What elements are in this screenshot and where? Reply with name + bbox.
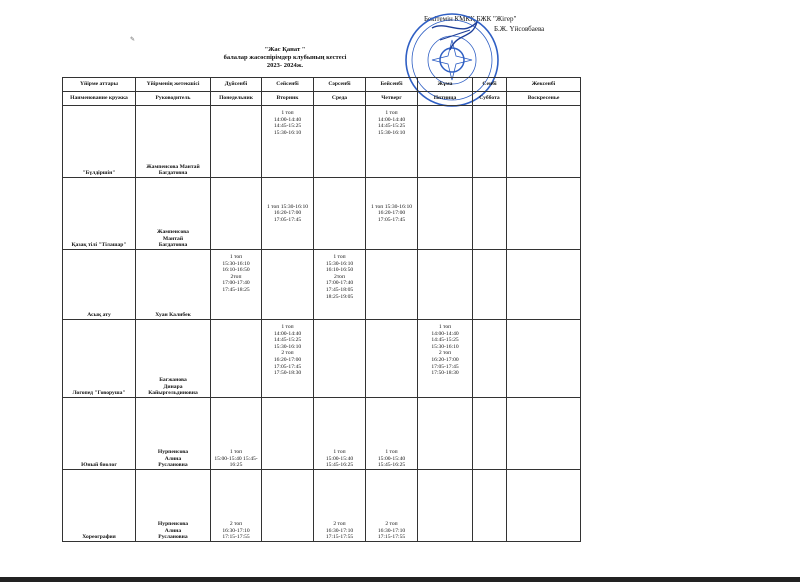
col-header: Суббота	[473, 92, 507, 106]
header-row-kz	[63, 78, 581, 92]
time-slot: 15:00-15:40 15:45-16:25	[214, 455, 258, 469]
schedule-cell	[418, 178, 473, 250]
time-slot: 1 топ	[385, 449, 398, 456]
time-slot: 16:20-17:00	[273, 210, 302, 217]
leader-line: Динара	[163, 383, 183, 390]
col-header: Вторник	[262, 92, 314, 106]
schedule-cell	[314, 250, 366, 320]
time-slot: 17:15-17:55	[325, 534, 354, 541]
time-slot: 2 топ	[385, 521, 398, 528]
col-header: Үйірме аттары	[63, 78, 136, 92]
time-slot: 16:20-17:00	[273, 356, 302, 363]
schedule-cell	[366, 470, 418, 542]
col-header: Среда	[314, 92, 366, 106]
col-header: Сенбі	[473, 78, 507, 92]
time-slot: 1 топ	[333, 449, 346, 456]
leader-line: Руслановна	[158, 462, 188, 469]
time-slot: 1 топ	[229, 254, 243, 260]
col-header: Жексенбі	[507, 78, 581, 92]
time-slot: 15:30-16:10	[273, 343, 302, 350]
schedule-cell	[211, 470, 262, 542]
time-slot: 18:25-19:05	[325, 293, 354, 300]
time-slot: 1 топ 15:30-16:10	[370, 203, 413, 210]
time-slot: 15:45-16:25	[325, 462, 354, 469]
time-slot: 16:10-16:50	[222, 267, 250, 274]
table-row	[63, 470, 581, 542]
approval-line-2: Б.Ж. Үйсовбаева	[494, 25, 545, 33]
time-slot: 17:05-17:45	[377, 216, 406, 223]
col-header: Жұма	[418, 78, 473, 92]
col-header: Наименование кружка	[63, 92, 136, 106]
schedule-cell	[473, 470, 507, 542]
schedule-cell	[262, 320, 314, 398]
schedule-cell	[507, 398, 581, 470]
club-name: "Бүлдіршін"	[63, 106, 136, 178]
time-slot: 2топ	[334, 273, 345, 280]
time-slot: 14:45-15:25	[377, 123, 406, 130]
leader-line: Нурпеисова	[157, 449, 189, 456]
schedule-cell	[211, 398, 262, 470]
club-name: Юный биолог	[63, 398, 136, 470]
schedule-cell	[507, 470, 581, 542]
time-slot: 17:05-17:45	[431, 363, 459, 370]
time-slot: 15:00-15:40	[325, 455, 354, 462]
time-slot: 17:15-17:55	[377, 534, 406, 541]
leader-line: Багдатовна	[158, 170, 188, 177]
time-slot: 17:00-17:40	[325, 280, 354, 287]
schedule-cell	[473, 398, 507, 470]
table-row	[63, 398, 581, 470]
schedule-cell	[262, 398, 314, 470]
time-slot: 17:45-18:05	[325, 286, 354, 293]
time-slot: 17:50-18:30	[431, 370, 459, 377]
title-line-3: 2023- 2024ж.	[266, 62, 304, 69]
table-row	[63, 320, 581, 398]
club-leader	[136, 106, 211, 178]
leader-line: Багдатовна	[158, 242, 188, 249]
time-slot: 14:00-14:40	[377, 116, 406, 123]
col-header: Воскресенье	[507, 92, 581, 106]
schedule-cell	[473, 250, 507, 320]
schedule-cell	[418, 106, 473, 178]
time-slot: 15:30-16:10	[325, 260, 354, 267]
time-slot: 2 топ	[229, 521, 243, 528]
club-leader	[136, 320, 211, 398]
time-slot: 1 топ	[281, 110, 294, 116]
schedule-cell	[211, 320, 262, 398]
schedule-cell	[262, 106, 314, 178]
time-slot: 1 топ	[385, 110, 398, 116]
time-slot: 15:00-15:40	[377, 455, 406, 462]
time-slot: 16:20-17:00	[431, 356, 459, 363]
table-row	[63, 250, 581, 320]
schedule-cell	[418, 398, 473, 470]
time-slot: 16:10-16:50	[325, 267, 354, 274]
col-header: Сейсенбі	[262, 78, 314, 92]
schedule-cell	[507, 178, 581, 250]
col-header: Үйірменің жетекшісі	[136, 78, 211, 92]
col-header: Сәрсенбі	[314, 78, 366, 92]
time-slot: 16:20-17:00	[377, 210, 406, 217]
time-slot: 14:00-14:40	[431, 330, 459, 337]
schedule-cell	[418, 250, 473, 320]
schedule-cell	[366, 398, 418, 470]
club-leader	[136, 470, 211, 542]
leader-line: Жампеисова Мантай	[146, 163, 200, 170]
time-slot: 17:05-17:45	[273, 216, 302, 223]
leader-line: Мантай	[162, 235, 184, 242]
leader-line: Жампеисова	[157, 229, 189, 236]
schedule-body	[63, 106, 581, 542]
table-row	[63, 178, 581, 250]
table-row	[63, 106, 581, 178]
club-name: Қазақ тілі "Тілашар"	[63, 178, 136, 250]
col-header: Пятница	[418, 92, 473, 106]
time-slot: 15:30-16:10	[377, 129, 406, 136]
club-leader	[136, 250, 211, 320]
schedule-cell	[473, 320, 507, 398]
time-slot: 1 топ	[229, 449, 243, 456]
schedule-cell	[507, 250, 581, 320]
col-header: Дүйсенбі	[211, 78, 262, 92]
schedule-cell	[314, 178, 366, 250]
schedule-cell	[366, 178, 418, 250]
time-slot: 2 топ	[333, 521, 346, 528]
title-line-2: балалар жасөспірімдер клубының кестесі	[223, 54, 347, 61]
time-slot: 14:45-15:25	[431, 337, 459, 344]
col-header: Бейсенбі	[366, 78, 418, 92]
schedule-cell	[262, 250, 314, 320]
schedule-cell	[314, 320, 366, 398]
schedule-cell	[366, 106, 418, 178]
schedule-cell	[211, 250, 262, 320]
schedule-cell	[473, 106, 507, 178]
time-slot: 16:30-17:10	[222, 527, 250, 534]
schedule-cell	[211, 106, 262, 178]
time-slot: 1 топ	[333, 254, 346, 260]
time-slot: 15:45-16:25	[377, 462, 406, 469]
leader-line: Кайыргельдиновна	[148, 390, 198, 397]
club-name: Логопед "Говоруша"	[63, 320, 136, 398]
schedule-cell	[473, 178, 507, 250]
schedule-cell	[418, 320, 473, 398]
leader-line: Хуан Калибек	[155, 312, 191, 319]
club-leader	[136, 398, 211, 470]
schedule-cell	[314, 106, 366, 178]
time-slot: 17:05-17:45	[273, 363, 302, 370]
schedule-table	[62, 77, 581, 542]
time-slot: 17:50-18:30	[273, 370, 302, 377]
time-slot: 14:45-15:25	[273, 337, 302, 344]
schedule-cell	[366, 320, 418, 398]
schedule-cell	[211, 178, 262, 250]
time-slot: 1 топ	[281, 324, 294, 330]
club-leader	[136, 178, 211, 250]
time-slot: 17:00-17:40	[222, 280, 250, 287]
document-title	[0, 46, 570, 70]
schedule-cell	[418, 470, 473, 542]
stray-mark: ✎	[130, 37, 136, 43]
time-slot: 1 топ	[438, 324, 452, 330]
schedule-cell	[507, 106, 581, 178]
time-slot: 1 топ 15:30-16:10	[266, 203, 309, 210]
schedule-cell	[314, 398, 366, 470]
leader-line: Алина	[164, 527, 182, 534]
leader-line: Нурпеисова	[157, 521, 189, 528]
col-header: Четверг	[366, 92, 418, 106]
leader-line: Руслановна	[158, 534, 188, 541]
time-slot: 14:45-15:25	[273, 123, 302, 130]
time-slot: 16:30-17:10	[325, 527, 354, 534]
schedule-cell	[262, 470, 314, 542]
time-slot: 15:30-16:10	[431, 343, 459, 350]
header-row-ru	[63, 92, 581, 106]
time-slot: 15:30-16:10	[273, 129, 302, 136]
time-slot: 14:00-14:40	[273, 116, 302, 123]
time-slot: 2 топ	[438, 350, 452, 357]
time-slot: 17:15-17:55	[222, 534, 250, 541]
schedule-cell	[507, 320, 581, 398]
scan-edge	[0, 577, 800, 582]
schedule-cell	[262, 178, 314, 250]
schedule-cell	[366, 250, 418, 320]
leader-line: Алина	[164, 455, 182, 462]
time-slot: 15:30-16:10	[222, 260, 250, 267]
col-header: Понедельник	[211, 92, 262, 106]
approval-line-1: Бекітемін КМКҚ БЖК "Жігер"	[424, 15, 517, 23]
schedule-cell	[314, 470, 366, 542]
time-slot: 2топ	[230, 273, 242, 280]
time-slot: 2 топ	[281, 350, 294, 357]
col-header: Руководитель	[136, 92, 211, 106]
club-name: Хореография	[63, 470, 136, 542]
title-line-1: "Жас Қанат "	[264, 46, 306, 53]
time-slot: 16:30-17:10	[377, 527, 406, 534]
leader-line: Багжанова	[159, 377, 187, 384]
club-name: Асық ату	[63, 250, 136, 320]
time-slot: 14:00-14:40	[273, 330, 302, 337]
time-slot: 17:45-18:25	[222, 286, 250, 293]
